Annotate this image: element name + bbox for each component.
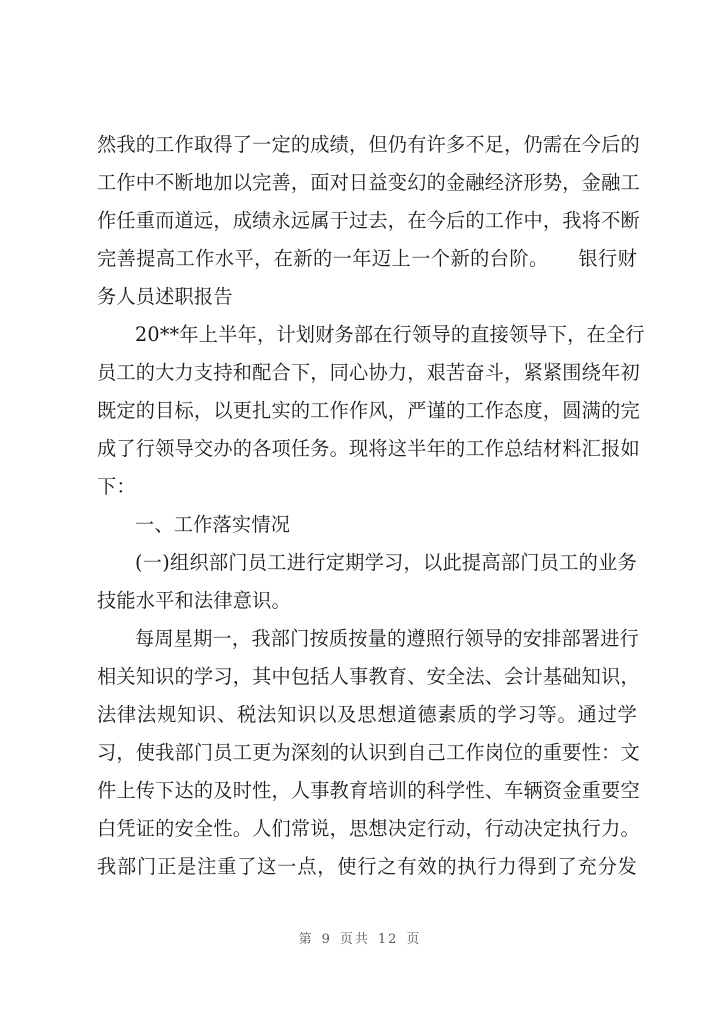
text-line: 成了行领导交办的各项任务。现将这半年的工作总结材料汇报如 (97, 437, 640, 460)
text-line: 我部门正是注重了这一点，使行之有效的执行力得到了充分发 (97, 855, 637, 878)
text-line: 相关知识的学习，其中包括人事教育、安全法、会计基础知识， (97, 665, 640, 688)
section-heading: 一、工作落实情况 (135, 513, 291, 536)
text-line: 工作中不断地加以完善，面对日益变幻的金融经济形势，金融工 (97, 171, 640, 194)
paragraph-first-line: 每周星期一，我部门按质按量的遵照行领导的安排部署进行 (135, 627, 640, 650)
text-line: 法律法规知识、税法知识以及思想道德素质的学习等。通过学 (97, 703, 637, 726)
text-line: 技能水平和法律意识。 (97, 589, 291, 612)
text-line: 件上传下达的及时性，人事教育培训的科学性、车辆资金重要空 (97, 779, 640, 802)
footer-middle: 页共 (339, 932, 370, 947)
page-footer (0, 928, 720, 947)
footer-total-pages: 12 (377, 932, 399, 947)
text-line: 白凭证的安全性。人们常说，思想决定行动，行动决定执行力。 (97, 817, 640, 840)
text-line: 作任重而道远，成绩永远属于过去，在今后的工作中，我将不断 (97, 209, 640, 232)
text-line: 务人员述职报告 (97, 285, 233, 308)
text-line: 然我的工作取得了一定的成绩，但仍有许多不足，仍需在今后的 (97, 133, 640, 156)
paragraph-first-line: 20**年上半年，计划财务部在行领导的直接领导下，在全行 (135, 323, 645, 346)
text-line: 员工的大力支持和配合下，同心协力，艰苦奋斗，紧紧围绕年初 (97, 361, 640, 384)
text-line: 既定的目标，以更扎实的工作作风，严谨的工作态度，圆满的完 (97, 399, 640, 422)
subsection-heading: (一)组织部门员工进行定期学习，以此提高部门员工的业务 (135, 551, 637, 574)
footer-suffix: 页 (406, 932, 422, 947)
text-line: 习，使我部门员工更为深刻的认识到自己工作岗位的重要性：文 (97, 741, 640, 764)
text-line: 完善提高工作水平，在新的一年迈上一个新的台阶。 银行财 (97, 247, 637, 270)
footer-prefix: 第 (298, 932, 314, 947)
footer-current-page: 9 (321, 932, 332, 947)
text-line: 下： (97, 475, 136, 498)
